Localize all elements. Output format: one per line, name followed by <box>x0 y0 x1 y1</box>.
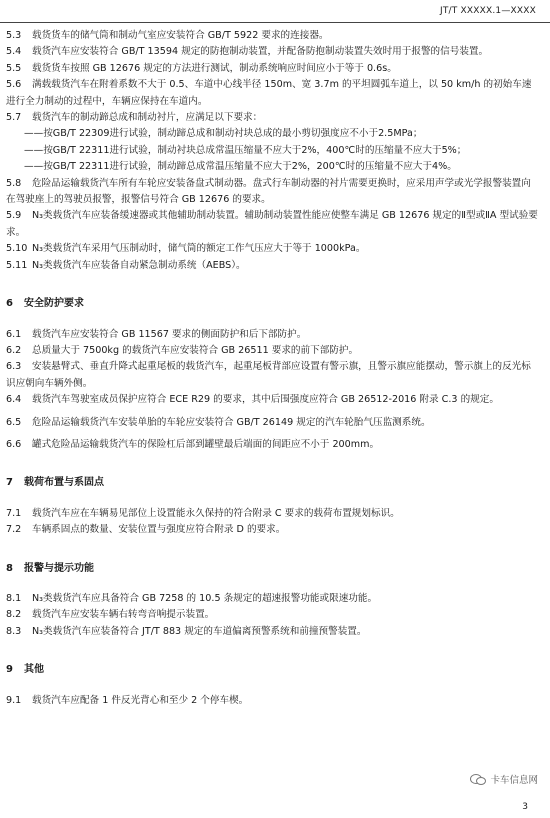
header-rule <box>0 22 550 23</box>
clause-number: 5.11 <box>6 259 28 271</box>
clause-number: 8.3 <box>6 625 22 637</box>
clause-text: N₃类载货汽车应装备符合 JT/T 883 规定的车道偏离预警系统和前撞预警装置。 <box>32 625 367 637</box>
watermark <box>470 772 538 786</box>
clause-number: 7.1 <box>6 507 22 519</box>
clause-paragraph <box>6 693 540 709</box>
section-number: 8 <box>6 562 13 574</box>
clause-number: 5.5 <box>6 62 22 74</box>
clause-paragraph <box>6 327 540 343</box>
list-item: ——按GB/T 22311进行试验，制动蹄总成常温压缩量不应大于2%，200℃时的压缩量不应大于4%。 <box>24 161 457 173</box>
clause-number: 5.3 <box>6 30 22 41</box>
clause-number: 5.4 <box>6 46 22 58</box>
clause-number: 6.4 <box>6 394 22 406</box>
list-item: ——按GB/T 22309进行试验，制动蹄总成和制动衬块总成的最小剪切强度应不小于2.5MPa； <box>24 128 423 140</box>
section-title: 安全防护要求 <box>24 298 84 310</box>
clause-number: 9.1 <box>6 694 22 706</box>
clause-paragraph <box>6 258 540 274</box>
clause-paragraph <box>6 208 540 241</box>
clause-number: 6.6 <box>6 438 22 450</box>
clause-paragraph <box>6 28 540 44</box>
clause-text: 安装悬臂式、垂直升降式起重尾板的载货汽车，起重尾板背部应设置有警示旗，且警示旗应能摆动，警示旗上的反光标识应朝向车辆外侧。 <box>6 361 531 389</box>
clause-paragraph <box>6 506 540 522</box>
clause-number: 6.1 <box>6 328 22 340</box>
page-number: 3 <box>522 802 528 812</box>
clause-paragraph <box>6 61 540 77</box>
clause-text: 车辆系固点的数量、安装位置与强度应符合附录 D 的要求。 <box>32 524 286 536</box>
section-number: 6 <box>6 298 13 310</box>
section-number: 7 <box>6 477 13 489</box>
clause-paragraph <box>6 624 540 640</box>
section-title: 载荷布置与系固点 <box>24 477 104 489</box>
clause-paragraph <box>6 176 540 209</box>
clause-text: 载货汽车应安装符合 GB/T 13594 规定的防抱制动装置，并配备防抱制动装置失效时用于报警的信号装置。 <box>32 46 489 58</box>
clause-paragraph <box>6 241 540 257</box>
document-id: JT/T XXXXX.1—XXXX <box>439 6 536 16</box>
clause-number: 7.2 <box>6 524 22 536</box>
clause-text: 满载载货汽车在附着系数不大于 0.5、车道中心线半径 150m、宽 3.7m 的平坦圆弧车道上，以 50 km/h 的初始车速进行全力制动的过程中，车辆应保持在车道内。 <box>6 79 532 107</box>
section-heading <box>6 296 540 312</box>
clause-text: N₃类载货汽车应具备符合 GB 7258 的 10.5 条规定的超速报警功能或限速功能。 <box>32 592 378 604</box>
clause-text: N₃类载货汽车应装备缓速器或其他辅助制动装置。辅助制动装置性能应使整车满足 GB 12676 规定的Ⅱ型或ⅡA 型试验要求。 <box>6 210 538 238</box>
clause-number: 8.1 <box>6 592 22 604</box>
clause-number: 6.5 <box>6 416 22 428</box>
clause-number: 8.2 <box>6 609 22 621</box>
clause-number: 5.8 <box>6 177 22 189</box>
watermark-text: 卡车信息网 <box>490 775 538 786</box>
clause-number: 5.6 <box>6 79 22 91</box>
clause-text: 载货汽车应在车辆易见部位上设置能永久保持的符合附录 C 要求的载荷布置规划标识。 <box>32 507 400 519</box>
wechat-icon <box>470 773 486 785</box>
clause-paragraph <box>6 392 540 408</box>
clause-text: N₃类载货汽车应装备自动紧急制动系统（AEBS）。 <box>32 259 246 271</box>
section-heading <box>6 475 540 491</box>
clause-paragraph <box>6 359 540 392</box>
clause-paragraph <box>6 44 540 60</box>
clause-paragraph <box>6 607 540 623</box>
list-item: ——按GB/T 22311进行试验，制动衬块总成常温压缩量不应大于2%，400℃时的压缩量不应大于5%； <box>24 144 467 156</box>
clause-text: 危险品运输载货汽车安装单胎的车轮应安装符合 GB/T 26149 规定的汽车轮胎气压监测系统。 <box>32 416 431 428</box>
clause-number: 5.7 <box>6 112 22 124</box>
clause-paragraph <box>6 110 540 126</box>
clause-paragraph <box>6 591 540 607</box>
clause-paragraph <box>6 437 540 453</box>
document-body <box>6 28 540 709</box>
clause-number: 5.9 <box>6 210 22 222</box>
clause-number: 5.10 <box>6 243 28 255</box>
clause-text: 载货汽车应安装车辆右转弯音响提示装置。 <box>32 609 215 621</box>
section-number: 9 <box>6 664 13 676</box>
clause-text: 载货汽车驾驶室成员保护应符合 ECE R29 的要求，其中后围强度应符合 GB 26512-2016 附录 C.3 的规定。 <box>32 394 499 406</box>
clause-text: 载货货车的储气筒和制动气室应安装符合 GB/T 5922 要求的连接器。 <box>32 30 329 41</box>
clause-text: N₃类载货汽车采用气压制动时，储气筒的额定工作气压应大于等于 1000kPa。 <box>32 243 366 255</box>
clause-text: 载货汽车应配备 1 件反光背心和至少 2 个停车楔。 <box>32 694 249 706</box>
section-heading <box>6 561 540 577</box>
clause-text: 载货货车按照 GB 12676 规定的方法进行测试，制动系统响应时间应小于等于 0.6s。 <box>32 62 397 74</box>
clause-number: 6.2 <box>6 344 22 356</box>
clause-text: 载货汽车的制动蹄总成和制动衬片，应满足以下要求： <box>32 112 263 124</box>
clause-number: 6.3 <box>6 361 22 373</box>
clause-paragraph <box>6 522 540 538</box>
clause-paragraph <box>6 415 540 431</box>
clause-text: 危险品运输载货汽车所有车轮应安装备盘式制动器。盘式行车制动器的衬片需要更换时，应采用声学或光学报警装置向在驾驶座上的驾驶员报警，报警信号符合 GB 12676 的要求。 <box>6 177 531 206</box>
clause-text: 罐式危险品运输载货汽车的保险杠后部到罐壁最后端面的间距应不小于 200mm。 <box>32 438 380 450</box>
clause-text: 总质量大于 7500kg 的载货汽车应安装符合 GB 26511 要求的前下部防护。 <box>32 344 359 356</box>
section-heading <box>6 662 540 678</box>
clause-text: 载货汽车应安装符合 GB 11567 要求的侧面防护和后下部防护。 <box>32 328 307 340</box>
section-title: 其他 <box>24 664 44 676</box>
section-title: 报警与提示功能 <box>24 562 94 574</box>
clause-paragraph <box>6 77 540 110</box>
clause-paragraph <box>6 343 540 359</box>
